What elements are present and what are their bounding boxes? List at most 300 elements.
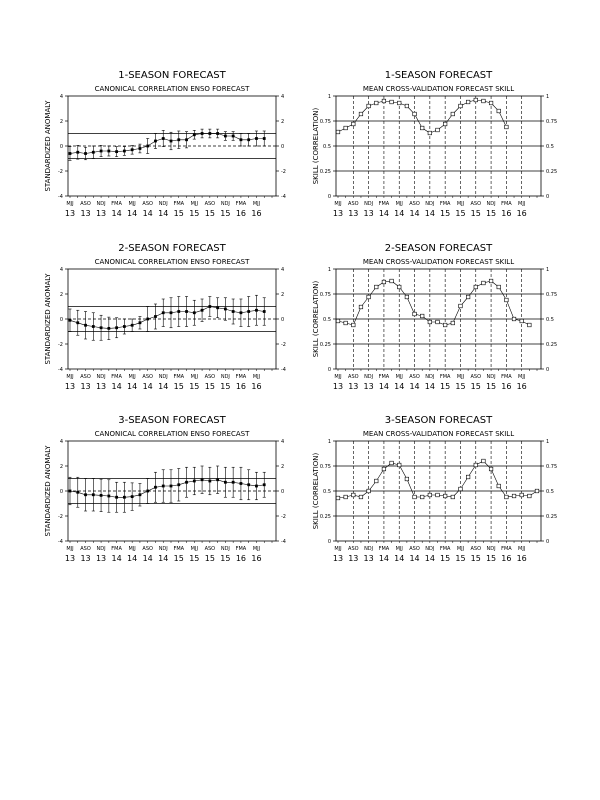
data-point — [512, 494, 516, 498]
data-point — [146, 490, 149, 493]
data-point — [216, 306, 219, 309]
x-year-label: 15 — [440, 382, 451, 391]
series-line — [70, 480, 264, 498]
x-season-label: NDJ — [96, 374, 106, 380]
x-year-label: 16 — [501, 209, 512, 218]
data-point — [482, 281, 486, 285]
right-y-tick-label: 0.25 — [546, 169, 558, 175]
data-point — [201, 132, 204, 135]
right-y-tick-label: 0.25 — [546, 514, 558, 520]
right-y-tick-label: -2 — [281, 169, 286, 175]
x-year-label: 15 — [189, 382, 200, 391]
data-point — [185, 481, 188, 484]
data-point — [177, 483, 180, 486]
data-point — [443, 323, 447, 327]
data-point — [76, 321, 79, 324]
data-point — [352, 122, 356, 126]
x-year-label: 13 — [363, 382, 374, 391]
x-season-label: ASO — [348, 201, 359, 207]
x-season-label: MJJ — [128, 201, 136, 207]
right-y-tick-label: 0.75 — [546, 292, 558, 298]
right-y-tick-label: -4 — [281, 539, 286, 545]
x-season-label: NDJ — [486, 546, 496, 552]
data-point — [352, 493, 356, 497]
x-season-label: MJJ — [66, 374, 74, 380]
right-y-tick-label: 0 — [281, 489, 285, 495]
chart-panel-1 — [44, 70, 286, 218]
x-season-label: NDJ — [158, 546, 168, 552]
x-year-label: 15 — [173, 382, 184, 391]
x-season-label: MJJ — [66, 546, 74, 552]
x-season-label: MJJ — [518, 201, 526, 207]
y-tick-label: 0.25 — [319, 169, 331, 175]
data-point — [216, 478, 219, 481]
x-year-label: 13 — [363, 554, 374, 563]
x-year-label: 16 — [516, 382, 527, 391]
x-year-label: 15 — [485, 382, 497, 391]
x-season-label: ASO — [470, 374, 482, 380]
right-y-tick-label: 0.5 — [546, 144, 554, 150]
x-year-label: 13 — [332, 382, 344, 391]
chart-subtitle: MEAN CROSS-VALIDATION FORECAST SKILL — [362, 85, 515, 93]
x-year-label: 13 — [95, 209, 107, 218]
x-year-label: 13 — [95, 382, 107, 391]
right-y-tick-label: 0 — [281, 144, 285, 150]
data-point — [92, 493, 95, 496]
y-tick-label: 4 — [59, 94, 63, 100]
y-tick-label: -4 — [58, 367, 63, 373]
x-season-label: MJJ — [456, 201, 465, 207]
y-tick-label: -4 — [58, 194, 63, 200]
x-season-label: NDJ — [486, 201, 496, 207]
data-point — [170, 140, 173, 143]
y-tick-label: 4 — [59, 267, 63, 273]
data-point — [451, 495, 455, 499]
data-point — [459, 487, 463, 491]
data-point — [512, 317, 516, 321]
x-year-label: 15 — [189, 554, 200, 563]
x-season-label: FMA — [111, 374, 122, 380]
y-tick-label: 0.75 — [319, 119, 331, 125]
data-point — [123, 496, 126, 499]
data-point — [466, 475, 470, 479]
data-point — [193, 311, 196, 314]
data-point — [397, 463, 401, 467]
x-season-label: NDJ — [486, 374, 496, 380]
data-point — [336, 496, 340, 500]
data-point — [390, 100, 394, 104]
x-season-label: FMA — [111, 546, 122, 552]
x-season-label: FMA — [501, 374, 512, 380]
x-season-label: MJJ — [518, 546, 526, 552]
x-season-label: FMA — [173, 546, 185, 552]
data-point — [255, 137, 258, 140]
x-year-label: 15 — [220, 554, 231, 563]
x-season-label: FMA — [501, 201, 512, 207]
x-year-label: 16 — [235, 554, 247, 563]
data-point — [185, 310, 188, 313]
data-point — [443, 122, 447, 126]
x-year-label: 14 — [127, 382, 138, 391]
data-point — [177, 138, 180, 141]
x-season-label: FMA — [173, 374, 185, 380]
data-point — [146, 318, 149, 321]
y-tick-label: 1 — [327, 267, 331, 273]
x-year-label: 16 — [501, 554, 512, 563]
x-season-label: MJJ — [395, 374, 403, 380]
right-y-tick-label: 0.75 — [546, 119, 558, 125]
right-y-tick-label: 0.5 — [546, 489, 554, 495]
x-year-label: 14 — [394, 209, 405, 218]
x-year-label: 15 — [440, 209, 451, 218]
data-point — [382, 280, 386, 284]
x-season-label: MJJ — [334, 201, 342, 207]
data-point — [146, 145, 149, 148]
data-point — [344, 126, 348, 130]
data-point — [497, 285, 501, 289]
data-point — [139, 321, 142, 324]
right-y-tick-label: -4 — [281, 367, 286, 373]
data-point — [451, 321, 455, 325]
right-y-tick-label: 0 — [546, 194, 550, 200]
chart-subtitle: MEAN CROSS-VALIDATION FORECAST SKILL — [362, 258, 515, 266]
data-point — [247, 138, 250, 141]
data-point — [76, 151, 79, 154]
x-year-label: 13 — [64, 554, 76, 563]
y-axis-label: SKILL (CORRELATION) — [312, 280, 320, 358]
x-season-label: ASO — [348, 374, 359, 380]
data-point — [240, 482, 243, 485]
x-year-label: 15 — [173, 554, 184, 563]
data-point — [413, 112, 417, 116]
x-season-label: FMA — [378, 201, 390, 207]
x-season-label: ASO — [142, 374, 153, 380]
y-axis-label: STANDARDIZED ANOMALY — [44, 273, 52, 365]
y-tick-label: 1 — [327, 439, 331, 445]
data-point — [428, 320, 432, 324]
x-season-label: ASO — [204, 546, 216, 552]
data-point — [201, 478, 204, 481]
series-line — [70, 134, 264, 154]
data-point — [405, 104, 409, 108]
data-point — [115, 326, 118, 329]
data-point — [263, 137, 266, 140]
data-point — [505, 298, 509, 302]
data-point — [154, 486, 157, 489]
data-point — [482, 99, 486, 103]
right-y-tick-label: 0 — [546, 367, 550, 373]
data-point — [69, 319, 72, 322]
x-year-label: 14 — [142, 554, 153, 563]
x-year-label: 14 — [409, 382, 420, 391]
x-season-label: MJJ — [128, 546, 136, 552]
x-year-label: 13 — [348, 209, 359, 218]
data-point — [240, 311, 243, 314]
right-y-tick-label: -2 — [281, 342, 286, 348]
right-y-tick-label: 4 — [281, 439, 285, 445]
x-season-label: NDJ — [425, 546, 435, 552]
data-point — [466, 295, 470, 299]
y-tick-label: 1 — [327, 94, 331, 100]
data-point — [367, 104, 371, 108]
data-point — [528, 323, 532, 327]
x-year-label: 15 — [470, 554, 481, 563]
x-season-label: FMA — [235, 201, 247, 207]
x-year-label: 14 — [127, 209, 138, 218]
data-point — [413, 495, 417, 499]
right-y-tick-label: -2 — [281, 514, 286, 520]
x-year-label: 14 — [111, 554, 122, 563]
x-year-label: 13 — [348, 382, 359, 391]
data-point — [154, 315, 157, 318]
chart-panel-5 — [44, 415, 286, 563]
data-point — [131, 324, 134, 327]
x-year-label: 15 — [220, 209, 231, 218]
data-point — [367, 295, 371, 299]
chart-panel-6 — [312, 415, 557, 563]
data-point — [263, 483, 266, 486]
data-point — [216, 132, 219, 135]
right-y-tick-label: 4 — [281, 267, 285, 273]
data-point — [359, 305, 363, 309]
data-point — [397, 101, 401, 105]
x-year-label: 15 — [220, 382, 231, 391]
x-season-label: MJJ — [518, 374, 526, 380]
data-point — [208, 480, 211, 483]
data-point — [382, 99, 386, 103]
y-tick-label: 0 — [327, 194, 331, 200]
data-point — [497, 109, 501, 113]
data-point — [224, 308, 227, 311]
chart-panel-2 — [312, 70, 557, 218]
x-year-label: 14 — [409, 209, 420, 218]
x-season-label: ASO — [409, 546, 420, 552]
data-point — [208, 305, 211, 308]
y-tick-label: -4 — [58, 539, 63, 545]
x-year-label: 14 — [378, 382, 390, 391]
x-season-label: FMA — [439, 546, 451, 552]
data-point — [528, 494, 532, 498]
y-tick-label: 0.25 — [319, 342, 331, 348]
x-year-label: 15 — [455, 382, 466, 391]
chart-subtitle: CANONICAL CORRELATION ENSO FORECAST — [94, 258, 250, 266]
data-point — [240, 138, 243, 141]
data-point — [535, 489, 539, 493]
data-point — [170, 311, 173, 314]
x-year-label: 15 — [173, 209, 184, 218]
data-point — [466, 100, 470, 104]
y-tick-label: -2 — [58, 169, 63, 175]
data-point — [131, 495, 134, 498]
data-point — [92, 325, 95, 328]
chart-title: 1-SEASON FORECAST — [118, 70, 226, 81]
data-point — [255, 309, 258, 312]
data-point — [247, 483, 250, 486]
x-season-label: MJJ — [66, 201, 74, 207]
data-point — [420, 314, 424, 318]
data-point — [247, 310, 250, 313]
data-point — [413, 312, 417, 316]
x-season-label: ASO — [409, 374, 420, 380]
data-point — [208, 132, 211, 135]
x-year-label: 14 — [394, 554, 405, 563]
right-y-tick-label: 2 — [281, 119, 285, 125]
chart-subtitle: MEAN CROSS-VALIDATION FORECAST SKILL — [362, 430, 515, 438]
chart-title: 2-SEASON FORECAST — [384, 243, 493, 254]
data-point — [170, 485, 173, 488]
data-point — [69, 152, 72, 155]
y-tick-label: 0 — [59, 144, 63, 150]
data-point — [232, 481, 235, 484]
x-season-label: MJJ — [334, 374, 342, 380]
right-y-tick-label: 1 — [546, 94, 550, 100]
y-axis-label: SKILL (CORRELATION) — [312, 107, 320, 185]
y-tick-label: 0 — [327, 539, 331, 545]
x-year-label: 14 — [424, 554, 435, 563]
x-year-label: 13 — [332, 209, 344, 218]
y-tick-label: -2 — [58, 514, 63, 520]
chart-title: 1-SEASON FORECAST — [384, 70, 493, 81]
x-season-label: ASO — [80, 201, 91, 207]
x-year-label: 15 — [440, 554, 451, 563]
x-season-label: FMA — [111, 201, 122, 207]
y-tick-label: 2 — [59, 292, 63, 298]
data-point — [489, 101, 493, 105]
data-point — [382, 467, 386, 471]
x-season-label: NDJ — [220, 546, 230, 552]
right-y-tick-label: -4 — [281, 194, 286, 200]
x-year-label: 16 — [251, 554, 262, 563]
x-season-label: NDJ — [158, 201, 168, 207]
right-y-tick-label: 0 — [546, 539, 550, 545]
x-season-label: NDJ — [220, 374, 230, 380]
y-tick-label: 4 — [59, 439, 63, 445]
x-year-label: 15 — [485, 209, 497, 218]
data-point — [359, 495, 363, 499]
x-year-label: 15 — [455, 554, 466, 563]
data-point — [344, 495, 348, 499]
data-point — [115, 496, 118, 499]
right-y-tick-label: 0 — [281, 317, 285, 323]
x-season-label: NDJ — [425, 201, 435, 207]
x-year-label: 14 — [394, 382, 405, 391]
x-year-label: 15 — [204, 554, 215, 563]
x-year-label: 15 — [470, 209, 481, 218]
data-point — [428, 131, 432, 135]
x-year-label: 14 — [158, 554, 169, 563]
x-year-label: 14 — [158, 382, 169, 391]
x-year-label: 16 — [501, 382, 512, 391]
x-season-label: NDJ — [425, 374, 435, 380]
chart-panel-3 — [44, 243, 286, 391]
x-season-label: MJJ — [456, 374, 465, 380]
chart-title: 2-SEASON FORECAST — [118, 243, 226, 254]
data-point — [374, 285, 378, 289]
data-point — [69, 490, 72, 493]
data-point — [131, 148, 134, 151]
x-year-label: 14 — [409, 554, 420, 563]
data-point — [92, 151, 95, 154]
x-season-label: FMA — [235, 374, 247, 380]
data-point — [520, 319, 524, 323]
x-season-label: ASO — [80, 374, 91, 380]
data-point — [451, 112, 455, 116]
x-year-label: 14 — [142, 382, 153, 391]
x-year-label: 13 — [95, 554, 107, 563]
x-year-label: 15 — [485, 554, 497, 563]
x-year-label: 14 — [158, 209, 169, 218]
x-season-label: NDJ — [96, 546, 106, 552]
data-point — [224, 135, 227, 138]
x-year-label: 14 — [127, 554, 138, 563]
y-tick-label: -2 — [58, 342, 63, 348]
data-point — [162, 137, 165, 140]
data-point — [336, 130, 340, 134]
data-point — [428, 493, 432, 497]
x-year-label: 15 — [470, 382, 481, 391]
x-year-label: 13 — [80, 554, 91, 563]
data-point — [459, 104, 463, 108]
x-season-label: FMA — [173, 201, 185, 207]
x-year-label: 16 — [251, 382, 262, 391]
data-point — [84, 324, 87, 327]
data-point — [505, 495, 509, 499]
x-year-label: 13 — [80, 382, 91, 391]
right-y-tick-label: 1 — [546, 267, 550, 273]
x-season-label: NDJ — [158, 374, 168, 380]
data-point — [436, 128, 440, 132]
y-tick-label: 0 — [327, 367, 331, 373]
data-point — [123, 325, 126, 328]
right-y-tick-label: 0.25 — [546, 342, 558, 348]
data-point — [397, 285, 401, 289]
y-axis-label: STANDARDIZED ANOMALY — [44, 100, 52, 192]
x-season-label: MJJ — [456, 546, 465, 552]
right-y-tick-label: 2 — [281, 292, 285, 298]
x-season-label: ASO — [470, 546, 482, 552]
data-point — [139, 147, 142, 150]
data-point — [185, 138, 188, 141]
data-point — [201, 309, 204, 312]
data-point — [162, 311, 165, 314]
data-point — [420, 126, 424, 130]
x-season-label: FMA — [235, 546, 247, 552]
x-season-label: FMA — [378, 546, 390, 552]
x-season-label: NDJ — [364, 201, 374, 207]
x-year-label: 14 — [424, 209, 435, 218]
data-point — [489, 467, 493, 471]
x-season-label: NDJ — [220, 201, 230, 207]
data-point — [100, 326, 103, 329]
y-tick-label: 0.25 — [319, 514, 331, 520]
x-year-label: 13 — [64, 209, 76, 218]
data-point — [474, 285, 478, 289]
x-season-label: ASO — [470, 201, 482, 207]
right-y-tick-label: 0.5 — [546, 317, 554, 323]
x-year-label: 16 — [516, 554, 527, 563]
x-season-label: MJJ — [252, 201, 261, 207]
data-point — [162, 485, 165, 488]
right-y-tick-label: 1 — [546, 439, 550, 445]
data-point — [84, 152, 87, 155]
data-point — [100, 150, 103, 153]
x-season-label: NDJ — [364, 546, 374, 552]
data-point — [436, 320, 440, 324]
y-tick-label: 2 — [59, 464, 63, 470]
x-year-label: 13 — [80, 209, 91, 218]
data-point — [459, 304, 463, 308]
series-line — [70, 307, 264, 329]
